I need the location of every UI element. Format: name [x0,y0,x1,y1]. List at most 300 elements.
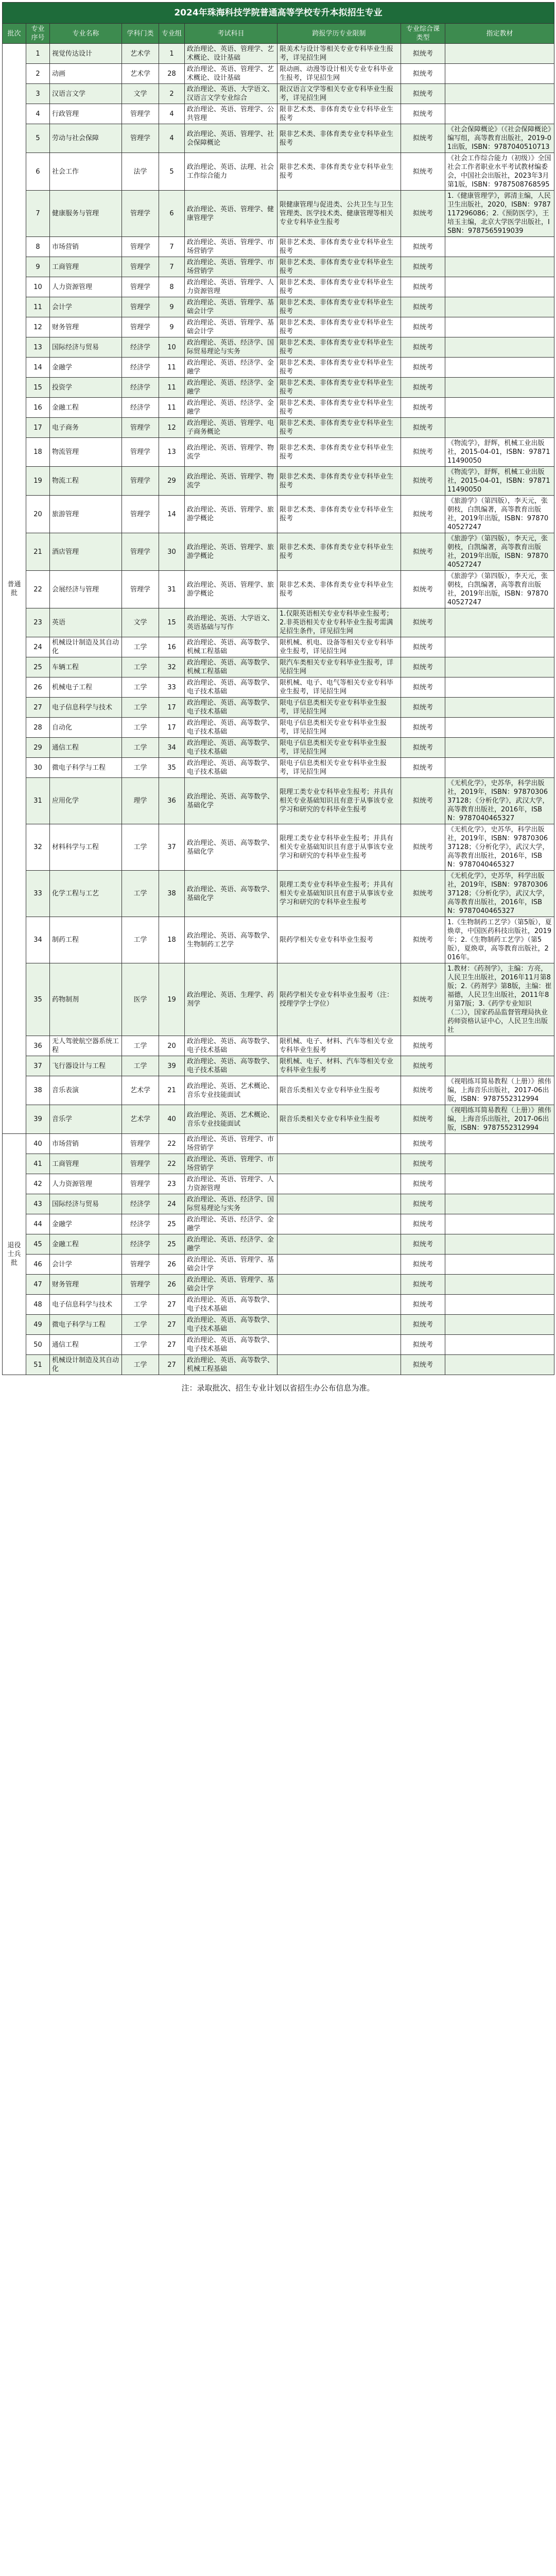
major-group-cell: 28 [159,64,185,84]
major-group-cell: 27 [159,1335,185,1355]
major-index-cell: 26 [26,677,50,698]
table-row [3,718,554,738]
textbook-cell [445,44,554,64]
course-type-cell: 拟统考 [401,738,445,758]
discipline-cell: 文学 [122,608,159,637]
discipline-cell: 管理学 [122,1134,159,1154]
major-name-cell: 药物制剂 [50,963,122,1036]
textbook-cell [445,358,554,378]
textbook-cell [445,608,554,637]
exam-subjects-cell: 政治理论、英语、大学语文、英语基础与写作 [185,608,277,637]
major-group-cell: 7 [159,257,185,277]
major-group-cell: 17 [159,698,185,718]
course-type-cell: 拟统考 [401,104,445,124]
batch-cell: 普通批 [3,44,26,1134]
major-index-cell: 51 [26,1355,50,1375]
textbook-cell: 1.《健康管理学》，郭清主编，人民卫生出版社，2020，ISBN：9787117296086；2.《预防医学》，王培玉主编，北京大学医学出版社，ISBN：9787565919039 [445,191,554,237]
major-name-cell: 旅游管理 [50,496,122,533]
course-type-cell: 拟统考 [401,1275,445,1295]
header-cell: 专业序号 [26,24,50,44]
exam-subjects-cell: 政治理论、英语、管理学、旅游学概论 [185,533,277,571]
discipline-cell: 工学 [122,824,159,871]
textbook-cell: 《社会保障概论》（《社会保障概论》编写组，高等教育出版社，2019-01出版，ISBN：9787040510713 [445,124,554,153]
exam-subjects-cell: 政治理论、英语、艺术概论、音乐专业技能面试 [185,1076,277,1105]
major-name-cell: 电子商务 [50,418,122,438]
textbook-cell [445,1154,554,1174]
exam-subjects-cell: 政治理论、英语、艺术概论、音乐专业技能面试 [185,1105,277,1134]
textbook-cell [445,657,554,677]
major-group-cell: 33 [159,677,185,698]
discipline-cell: 法学 [122,153,159,191]
major-name-cell: 材料科学与工程 [50,824,122,871]
discipline-cell: 理学 [122,778,159,824]
cross-major-restriction-cell: 限理工类专业专科毕业生报考；并具有相关专业基础知识且有意于从事该专业学习和研究的专科毕业生报考 [277,824,401,871]
major-index-cell: 10 [26,277,50,297]
course-type-cell: 拟统考 [401,871,445,917]
discipline-cell: 工学 [122,1056,159,1076]
discipline-cell: 工学 [122,657,159,677]
major-index-cell: 11 [26,297,50,317]
exam-subjects-cell: 政治理论、英语、管理学、基础会计学 [185,1255,277,1275]
major-name-cell: 人力资源管理 [50,1174,122,1194]
major-index-cell: 23 [26,608,50,637]
header-cell: 批次 [3,24,26,44]
discipline-cell: 管理学 [122,124,159,153]
table-row [3,418,554,438]
course-type-cell: 拟统考 [401,1194,445,1214]
header-cell: 专业综合课类型 [401,24,445,44]
cross-major-restriction-cell: 限非艺术类、非体育类专业专科毕业生报考 [277,496,401,533]
exam-subjects-cell: 政治理论、英语、高等数学、电子技术基础 [185,738,277,758]
textbook-cell: 《旅游学》（第四版），李天元，张朝枝，白凯编著，高等教育出版社，2019年出版，ISBN：9787040527247 [445,571,554,608]
major-name-cell: 视觉传达设计 [50,44,122,64]
table-row [3,1154,554,1174]
table-header-row [3,24,554,44]
cross-major-restriction-cell: 限非艺术类、非体育类专业专科毕业生报考 [277,438,401,467]
cross-major-restriction-cell [277,1355,401,1375]
discipline-cell: 经济学 [122,398,159,418]
discipline-cell: 经济学 [122,1214,159,1234]
exam-subjects-cell: 政治理论、英语、管理学、健康管理学 [185,191,277,237]
discipline-cell: 管理学 [122,438,159,467]
cross-major-restriction-cell: 限非艺术类、非体育类专业专科毕业生报考 [277,317,401,337]
textbook-cell: 《视唱练耳简易教程（上册）》熊伟 编，上海音乐出版社，2017-06出版，ISBN：9787552312994 [445,1105,554,1134]
cross-major-restriction-cell [277,1194,401,1214]
cross-major-restriction-cell: 限音乐类相关专业专科毕业生报考 [277,1105,401,1134]
major-group-cell: 25 [159,1234,185,1255]
cross-major-restriction-cell [277,1234,401,1255]
major-name-cell: 市场营销 [50,237,122,257]
discipline-cell: 管理学 [122,418,159,438]
table-row [3,297,554,317]
course-type-cell: 拟统考 [401,1234,445,1255]
course-type-cell: 拟统考 [401,496,445,533]
discipline-cell: 管理学 [122,297,159,317]
major-name-cell: 会计学 [50,297,122,317]
major-group-cell: 10 [159,337,185,358]
major-group-cell: 27 [159,1295,185,1315]
page [2,0,554,1398]
major-group-cell: 23 [159,1174,185,1194]
cross-major-restriction-cell: 限电子信息类相关专业专科毕业生报考，详见招生网 [277,758,401,778]
discipline-cell: 管理学 [122,496,159,533]
discipline-cell: 工学 [122,871,159,917]
cross-major-restriction-cell: 限动画、动漫等设计相关专业专科毕业生报考，详见招生网 [277,64,401,84]
table-row [3,398,554,418]
discipline-cell: 文学 [122,84,159,104]
course-type-cell: 拟统考 [401,467,445,496]
cross-major-restriction-cell: 限非艺术类、非体育类专业专科毕业生报考 [277,153,401,191]
major-group-cell: 39 [159,1056,185,1076]
discipline-cell: 管理学 [122,1275,159,1295]
course-type-cell: 拟统考 [401,1255,445,1275]
cross-major-restriction-cell: 限非艺术类、非体育类专业专科毕业生报考 [277,277,401,297]
table-row [3,637,554,657]
major-name-cell: 英语 [50,608,122,637]
exam-subjects-cell: 政治理论、英语、管理学、市场营销学 [185,257,277,277]
textbook-cell [445,738,554,758]
textbook-cell [445,1275,554,1295]
exam-subjects-cell: 政治理论、英语、经济学、金融学 [185,378,277,398]
table-row [3,1174,554,1194]
major-group-cell: 24 [159,1194,185,1214]
cross-major-restriction-cell: 限非艺术类、非体育类专业专科毕业生报考 [277,378,401,398]
textbook-cell: 《无机化学》，史苏华，科学出版社，2019年，ISBN：9787030637128；《分析化学》，武汉大学，高等教育出版社，2016年，ISBN：9787040465327 [445,824,554,871]
major-name-cell: 金融学 [50,358,122,378]
exam-subjects-cell: 政治理论、英语、高等数学、电子技术基础 [185,718,277,738]
discipline-cell: 管理学 [122,257,159,277]
major-group-cell: 20 [159,1036,185,1056]
discipline-cell: 经济学 [122,358,159,378]
major-index-cell: 19 [26,467,50,496]
table-row [3,738,554,758]
major-group-cell: 27 [159,1355,185,1375]
major-index-cell: 18 [26,438,50,467]
header-cell: 学科门类 [122,24,159,44]
table-row [3,64,554,84]
exam-subjects-cell: 政治理论、英语、高等数学、机械工程基础 [185,637,277,657]
major-index-cell: 24 [26,637,50,657]
major-name-cell: 物流工程 [50,467,122,496]
cross-major-restriction-cell: 限非艺术类、非体育类专业专科毕业生报考 [277,418,401,438]
cross-major-restriction-cell [277,1174,401,1194]
footnote: 注：录取批次、招生专业计划以省招生办公布信息为准。 [181,1383,375,1393]
course-type-cell: 拟统考 [401,677,445,698]
textbook-cell [445,1234,554,1255]
major-group-cell: 15 [159,608,185,637]
major-group-cell: 40 [159,1105,185,1134]
major-group-cell: 30 [159,533,185,571]
major-index-cell: 30 [26,758,50,778]
discipline-cell: 工学 [122,637,159,657]
major-group-cell: 34 [159,738,185,758]
textbook-cell [445,104,554,124]
discipline-cell: 工学 [122,1295,159,1315]
cross-major-restriction-cell [277,1255,401,1275]
table-row [3,571,554,608]
major-index-cell: 46 [26,1255,50,1275]
table-row [3,191,554,237]
table-row [3,84,554,104]
cross-major-restriction-cell: 限非艺术类、非体育类专业专科毕业生报考 [277,257,401,277]
table-row [3,237,554,257]
major-group-cell: 21 [159,1076,185,1105]
table-row [3,277,554,297]
cross-major-restriction-cell: 限机械、电子、材料、汽车等相关专业专科毕业生报考 [277,1056,401,1076]
cross-major-restriction-cell: 限非艺术类、非体育类专业专科毕业生报考 [277,104,401,124]
textbook-cell [445,1134,554,1154]
exam-subjects-cell: 政治理论、英语、管理学、基础会计学 [185,1275,277,1295]
cross-major-restriction-cell: 限电子信息类相关专业专科毕业生报考，详见招生网 [277,718,401,738]
major-name-cell: 电子信息科学与技术 [50,1295,122,1315]
major-index-cell: 6 [26,153,50,191]
major-group-cell: 1 [159,44,185,64]
course-type-cell: 拟统考 [401,1174,445,1194]
course-type-cell: 拟统考 [401,1105,445,1134]
major-group-cell: 11 [159,358,185,378]
major-name-cell: 投资学 [50,378,122,398]
exam-subjects-cell: 政治理论、英语、管理学、基础会计学 [185,317,277,337]
course-type-cell: 拟统考 [401,758,445,778]
cross-major-restriction-cell: 限机械、机电、设备等相关专业专科毕业生报考，详见招生网 [277,637,401,657]
exam-subjects-cell: 政治理论、英语、经济学、金融学 [185,398,277,418]
table-row [3,677,554,698]
table-row [3,698,554,718]
major-name-cell: 国际经济与贸易 [50,337,122,358]
textbook-cell [445,84,554,104]
discipline-cell: 管理学 [122,1174,159,1194]
textbook-cell [445,1315,554,1335]
cross-major-restriction-cell: 限药学相关专业专科毕业生报考 [277,917,401,963]
exam-subjects-cell: 政治理论、英语、高等数学、基础化学 [185,871,277,917]
course-type-cell: 拟统考 [401,418,445,438]
major-index-cell: 47 [26,1275,50,1295]
course-type-cell: 拟统考 [401,378,445,398]
discipline-cell: 管理学 [122,1154,159,1174]
textbook-cell [445,297,554,317]
discipline-cell: 管理学 [122,317,159,337]
discipline-cell: 工学 [122,1355,159,1375]
major-group-cell: 19 [159,963,185,1036]
major-index-cell: 12 [26,317,50,337]
cross-major-restriction-cell: 限理工类专业专科毕业生报考；并具有相关专业基础知识且有意于从事该专业学习和研究的专科毕业生报考 [277,871,401,917]
major-name-cell: 会展经济与管理 [50,571,122,608]
exam-subjects-cell: 政治理论、英语、法理、社会工作综合能力 [185,153,277,191]
discipline-cell: 艺术学 [122,1076,159,1105]
exam-subjects-cell: 政治理论、英语、管理学、市场营销学 [185,1134,277,1154]
exam-subjects-cell: 政治理论、英语、高等数学、电子技术基础 [185,1036,277,1056]
discipline-cell: 管理学 [122,104,159,124]
major-index-cell: 25 [26,657,50,677]
table-row [3,824,554,871]
cross-major-restriction-cell [277,1335,401,1355]
course-type-cell: 拟统考 [401,1335,445,1355]
major-group-cell: 14 [159,496,185,533]
discipline-cell: 管理学 [122,1255,159,1275]
textbook-cell [445,1295,554,1315]
discipline-cell: 医学 [122,963,159,1036]
course-type-cell: 拟统考 [401,718,445,738]
exam-subjects-cell: 政治理论、英语、高等数学、机械工程基础 [185,1355,277,1375]
major-index-cell: 8 [26,237,50,257]
course-type-cell: 拟统考 [401,438,445,467]
table-row [3,533,554,571]
major-name-cell: 金融工程 [50,1234,122,1255]
exam-subjects-cell: 政治理论、英语、经济学、金融学 [185,1234,277,1255]
major-group-cell: 2 [159,84,185,104]
major-index-cell: 13 [26,337,50,358]
exam-subjects-cell: 政治理论、英语、高等数学、电子技术基础 [185,758,277,778]
major-name-cell: 金融工程 [50,398,122,418]
course-type-cell: 拟统考 [401,778,445,824]
cross-major-restriction-cell: 限机械、电子、材料、汽车等相关专业专科毕业生报考 [277,1036,401,1056]
major-group-cell: 4 [159,124,185,153]
table-title-row [3,3,554,24]
major-index-cell: 44 [26,1214,50,1234]
discipline-cell: 工学 [122,1315,159,1335]
major-name-cell: 人力资源管理 [50,277,122,297]
course-type-cell: 拟统考 [401,533,445,571]
exam-subjects-cell: 政治理论、英语、生理学、药剂学 [185,963,277,1036]
table-row [3,1194,554,1214]
course-type-cell: 拟统考 [401,917,445,963]
major-index-cell: 31 [26,778,50,824]
major-name-cell: 微电子科学与工程 [50,758,122,778]
table-row [3,1056,554,1076]
major-name-cell: 应用化学 [50,778,122,824]
major-name-cell: 音乐表演 [50,1076,122,1105]
course-type-cell: 拟统考 [401,257,445,277]
table-row [3,963,554,1036]
major-group-cell: 17 [159,718,185,738]
exam-subjects-cell: 政治理论、英语、大学语文、汉语言文学专业综合 [185,84,277,104]
discipline-cell: 工学 [122,758,159,778]
course-type-cell: 拟统考 [401,1076,445,1105]
discipline-cell: 工学 [122,698,159,718]
major-name-cell: 健康服务与管理 [50,191,122,237]
table-row [3,871,554,917]
major-index-cell: 33 [26,871,50,917]
major-group-cell: 38 [159,871,185,917]
cross-major-restriction-cell: 限非艺术类、非体育类专业专科毕业生报考 [277,124,401,153]
exam-subjects-cell: 政治理论、英语、高等数学、电子技术基础 [185,698,277,718]
course-type-cell: 拟统考 [401,824,445,871]
textbook-cell: 《旅游学》（第四版），李天元，张朝枝，白凯编著，高等教育出版社，2019年出版，ISBN：9787040527247 [445,533,554,571]
major-name-cell: 机械设计制造及其自动化 [50,1355,122,1375]
discipline-cell: 工学 [122,1036,159,1056]
cross-major-restriction-cell: 限理工类专业专科毕业生报考；并具有相关专业基础知识且有意于从事该专业学习和研究的专科毕业生报考 [277,778,401,824]
major-index-cell: 20 [26,496,50,533]
major-name-cell: 制药工程 [50,917,122,963]
exam-subjects-cell: 政治理论、英语、高等数学、电子技术基础 [185,677,277,698]
exam-subjects-cell: 政治理论、英语、管理学、物流学 [185,467,277,496]
textbook-cell [445,677,554,698]
course-type-cell: 拟统考 [401,608,445,637]
major-name-cell: 金融学 [50,1214,122,1234]
textbook-cell [445,1194,554,1214]
major-name-cell: 汉语言文学 [50,84,122,104]
course-type-cell: 拟统考 [401,153,445,191]
cross-major-restriction-cell [277,1154,401,1174]
textbook-cell [445,1036,554,1056]
table-row [3,1355,554,1375]
exam-subjects-cell: 政治理论、英语、经济学、金融学 [185,358,277,378]
textbook-cell [445,1255,554,1275]
major-name-cell: 财务管理 [50,1275,122,1295]
cross-major-restriction-cell [277,1134,401,1154]
cross-major-restriction-cell [277,1275,401,1295]
major-index-cell: 34 [26,917,50,963]
textbook-cell [445,418,554,438]
cross-major-restriction-cell: 限非艺术类、非体育类专业专科毕业生报考 [277,237,401,257]
table-row [3,778,554,824]
textbook-cell [445,1174,554,1194]
table-row [3,438,554,467]
discipline-cell: 艺术学 [122,1105,159,1134]
exam-subjects-cell: 政治理论、英语、高等数学、生物制药工艺学 [185,917,277,963]
major-index-cell: 29 [26,738,50,758]
textbook-cell: 《社会工作综合能力（初级）》全国社会工作者职业水平考试教材编委会，中国社会出版社，2023年3月第1版，ISBN：9787508768595 [445,153,554,191]
course-type-cell: 拟统考 [401,1315,445,1335]
table-row [3,608,554,637]
cross-major-restriction-cell: 限非艺术类、非体育类专业专科毕业生报考 [277,571,401,608]
cross-major-restriction-cell: 限药学相关专业专科毕业生报考（注：授理学学士学位） [277,963,401,1036]
discipline-cell: 工学 [122,738,159,758]
course-type-cell: 拟统考 [401,1355,445,1375]
discipline-cell: 管理学 [122,277,159,297]
major-group-cell: 32 [159,657,185,677]
textbook-cell [445,337,554,358]
major-index-cell: 40 [26,1134,50,1154]
major-index-cell: 37 [26,1056,50,1076]
major-index-cell: 21 [26,533,50,571]
table-row [3,1255,554,1275]
textbook-cell [445,698,554,718]
table-row [3,1234,554,1255]
cross-major-restriction-cell: 限汽车类相关专业专科毕业生报考，详见招生网 [277,657,401,677]
table-row [3,1105,554,1134]
major-index-cell: 43 [26,1194,50,1214]
cross-major-restriction-cell: 限非艺术类、非体育类专业专科毕业生报考 [277,337,401,358]
cross-major-restriction-cell: 限音乐类相关专业专科毕业生报考 [277,1076,401,1105]
cross-major-restriction-cell: 限非艺术类、非体育类专业专科毕业生报考 [277,297,401,317]
exam-subjects-cell: 政治理论、英语、管理学、人力资源管理 [185,1174,277,1194]
table-row [3,1214,554,1234]
exam-subjects-cell: 政治理论、英语、高等数学、电子技术基础 [185,1056,277,1076]
major-group-cell: 9 [159,297,185,317]
major-name-cell: 会计学 [50,1255,122,1275]
textbook-cell [445,1214,554,1234]
major-index-cell: 36 [26,1036,50,1056]
exam-subjects-cell: 政治理论、英语、管理学、艺术概论、设计基础 [185,44,277,64]
major-group-cell: 16 [159,637,185,657]
discipline-cell: 工学 [122,718,159,738]
course-type-cell: 拟统考 [401,84,445,104]
table-row [3,467,554,496]
major-name-cell: 工商管理 [50,1154,122,1174]
textbook-cell: 《旅游学》（第四版），李天元，张朝枝，白凯编著，高等教育出版社，2019年出版，ISBN：9787040527247 [445,496,554,533]
exam-subjects-cell: 政治理论、英语、管理学、旅游学概论 [185,571,277,608]
course-type-cell: 拟统考 [401,358,445,378]
exam-subjects-cell: 政治理论、英语、高等数学、电子技术基础 [185,1315,277,1335]
major-name-cell: 劳动与社会保障 [50,124,122,153]
exam-subjects-cell: 政治理论、英语、管理学、物流学 [185,438,277,467]
major-group-cell: 7 [159,237,185,257]
table-row [3,44,554,64]
discipline-cell: 管理学 [122,237,159,257]
discipline-cell: 经济学 [122,1234,159,1255]
discipline-cell: 工学 [122,917,159,963]
